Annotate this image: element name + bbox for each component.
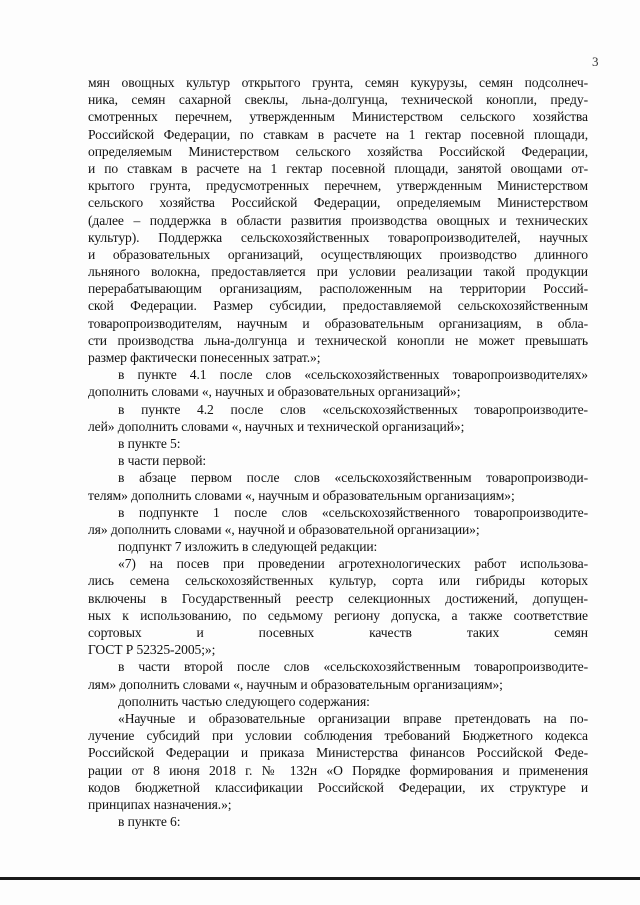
text-line: ника, семян сахарной свеклы, льна-долгунца, технической конопли, преду- [88,92,588,108]
text-line: в части второй после слов «сельскохозяйственным товаропроизводите- [118,659,588,675]
text-line: Российской Федерации, по ставкам в расчете на 1 гектар посевной площади, [88,126,588,142]
text-line: сортовых и посевных качеств таких семян [88,625,588,640]
text-line: крытого грунта, предусмотренных перечнем, утвержденным Министерством [88,178,588,194]
text-line: лей» дополнить словами «, научных и технической организаций»; [88,418,465,434]
text-line: лям» дополнить словами «, научным и образовательным организациям»; [88,676,503,692]
text-line: размер фактически понесенных затрат.»; [88,350,321,365]
text-line: ской Федерации. Размер субсидии, предоставляемой сельскохозяйственным [88,298,588,314]
text-line: в пункте 4.2 после слов «сельскохозяйственных товаропроизводите- [118,401,588,417]
text-line: в абзаце первом после слов «сельскохозяйственным товаропроизводи- [118,470,588,486]
text-line: в пункте 5: [118,435,181,451]
text-line: в части первой: [118,453,207,469]
text-line: товаропроизводителям, научным и образовательным организациям, в обла- [88,315,588,331]
text-line: включены в Государственный реестр селекционных достижений, допущен- [88,590,588,606]
text-line: в пункте 6: [118,814,181,830]
text-line: ных к использованию, по седьмому региону допуска, а также соответствие [88,607,588,623]
text-line: дополнить словами «, научных и образовательных организаций»; [88,384,461,400]
text-line: кодов бюджетной классификации Российской Федерации, их структуре и [88,779,588,795]
text-line: ля» дополнить словами «, научной и образовательной организации»; [88,521,480,537]
text-line: льняного волокна, предоставляется при условии реализации такой продукции [88,264,588,280]
text-line: дополнить частью следующего содержания: [118,693,370,709]
text-line: ГОСТ Р 52325-2005;»; [88,642,216,658]
text-line: и по ставкам в расчете на 1 гектар посевной площади, занятой овощами от- [88,160,588,176]
text-line: лись семена сельскохозяйственных культур, сорта или гибриды которых [88,573,588,589]
text-line: «7) на посев при проведении агротехнологических работ использова- [118,556,588,572]
text-line: рации от 8 июня 2018 г. № 132н «О Порядке формирования и применения [88,762,588,778]
text-line: и образовательных организаций, осуществляющих производство длинного [88,246,588,262]
text-line: в подпункте 1 после слов «сельскохозяйственного товаропроизводите- [118,504,588,520]
text-line: перерабатывающим организациям, расположенным на территории Россий- [88,281,588,297]
page-number: 3 [592,54,599,69]
text-line: мян овощных культур открытого грунта, семян кукурузы, семян подсолнеч- [88,75,588,90]
text-line: смотренных перечнем, утвержденным Министерством сельского хозяйства [88,109,588,125]
document-body [88,74,588,830]
text-line: (далее – поддержка в области развития производства овощных и технических [88,212,588,228]
text-line: сельского хозяйства Российской Федерации, определяемым Министерством [88,195,588,211]
text-line: Российской Федерации и приказа Министерства финансов Российской Феде- [88,745,588,761]
text-line: телям» дополнить словами «, научным и образовательным организациям»; [88,487,515,503]
text-line: в пункте 4.1 после слов «сельскохозяйственных товаропроизводителях» [118,367,588,383]
text-line: культур). Поддержка сельскохозяйственных товаропроизводителей, научных [88,229,588,245]
scan-bottom-edge [0,877,640,880]
text-line: «Научные и образовательные организации вправе претендовать на по- [118,710,588,726]
text-line: подпункт 7 изложить в следующей редакции: [118,539,378,555]
text-line: сти производства льна-долгунца и технической конопли не может превышать [88,332,588,348]
text-line: определяемым Министерством сельского хозяйства Российской Федерации, [88,143,588,159]
text-line: принципах назначения.»; [88,796,232,812]
text-line: лучение субсидий при условии соблюдения требований Бюджетного кодекса [88,728,588,744]
